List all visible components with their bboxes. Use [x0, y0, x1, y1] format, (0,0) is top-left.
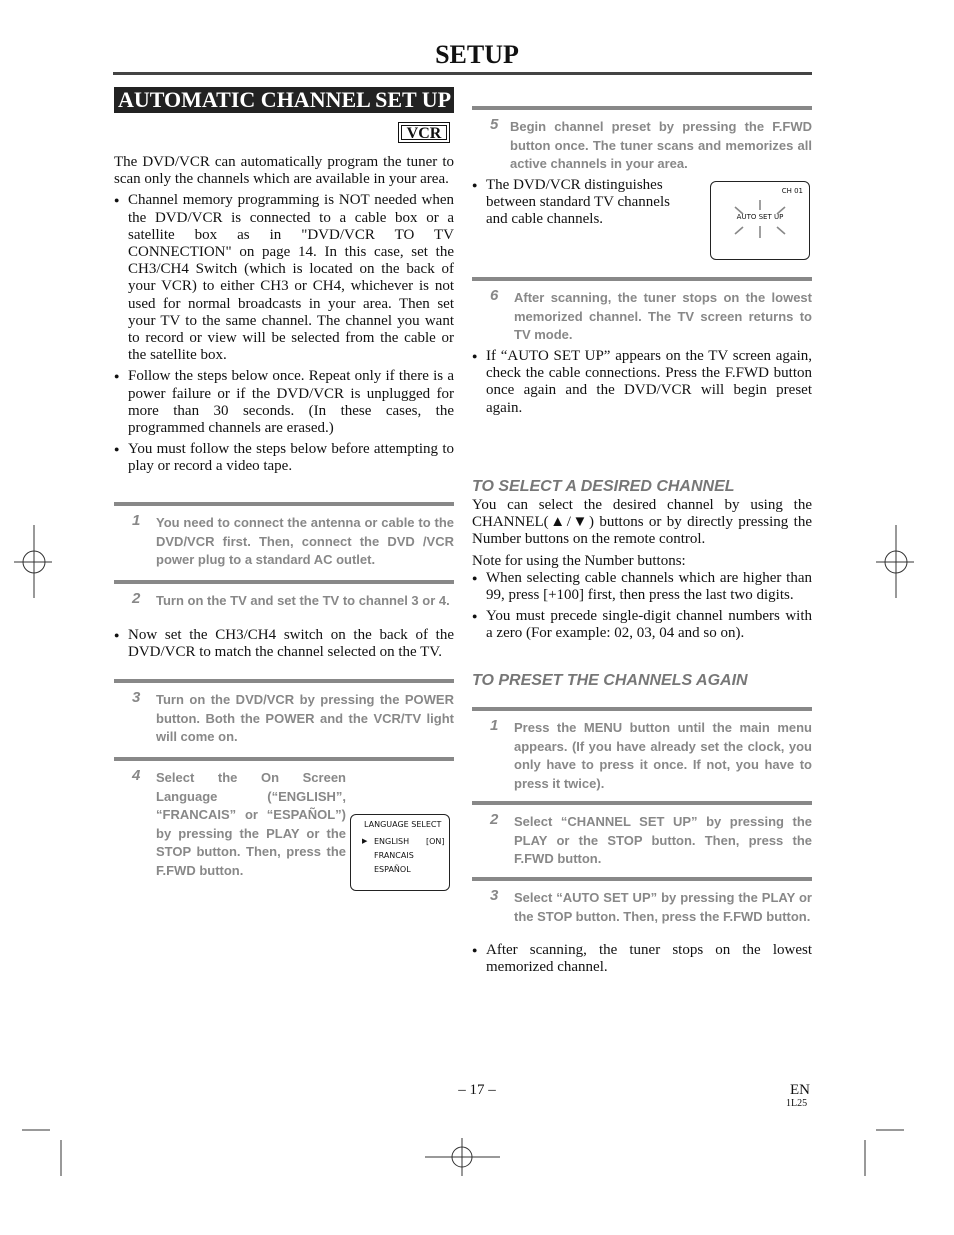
step-text: Turn on the DVD/VCR by pressing the POWER button. Both the POWER and the VCR/TV light will come on. [156, 692, 454, 744]
bullet-item: ● If “AUTO SET UP” appears on the TV screen again, check the cable connections. Press the F.FWD button once again and the DVD/VCR will begin preset again. [472, 348, 812, 417]
bullet-item: ● You must follow the steps below before attempting to play or record a video tape. [114, 441, 454, 475]
page-title: SETUP [435, 40, 519, 69]
number-note: Note for using the Number buttons: [472, 552, 686, 569]
intro-paragraph: The DVD/VCR can automatically program the tuner to scan only the channels which are available in your area. [114, 154, 454, 188]
step-number: 1 [132, 512, 141, 529]
step-number: 6 [490, 287, 499, 304]
vcr-badge: VCR [398, 122, 450, 143]
bullet-item: ● You must precede single-digit channel numbers with a zero (For example: 02, 03, 04 and so on). [472, 608, 812, 642]
select-channel-heading: TO SELECT A DESIRED CHANNEL [472, 478, 735, 495]
step-number: 1 [490, 717, 499, 734]
section-heading: AUTOMATIC CHANNEL SET UP [114, 87, 454, 113]
osd-item: ENGLISH [374, 837, 410, 846]
bullet-item: ● The DVD/VCR distinguishes between standard TV channels and cable channels. [472, 177, 690, 229]
osd-item: FRANCAIS [374, 851, 414, 860]
step-number: 2 [490, 811, 499, 828]
step-text: Select “CHANNEL SET UP” by pressing the PLAY or the STOP button. Then, press the F.FWD button. [514, 814, 812, 866]
model-code: 1L25 [786, 1098, 808, 1109]
bullet-item: ● When selecting cable channels which are higher than 99, press [+100] first, then press the last two digits. [472, 570, 812, 604]
bullet-item: ● Follow the steps below once. Repeat only if there is a power failure or if the DVD/VCR is unplugged for more than 30 seconds. (In these cases, the programmed channels are erased.) [114, 368, 454, 437]
registration-mark-left [14, 525, 52, 598]
osd-channel: CH 01 [781, 187, 803, 195]
registration-mark-bottom [425, 1138, 500, 1176]
bullet-item: ● Channel memory programming is NOT needed when the DVD/VCR is connected to a cable box or a satellite box as in "DVD/VCR TO TV CONNECTION" on page 14. In this case, set the CH3/CH4 Switch (which is located on the back of your VCR) to either CH3 or CH4, whichever is not used for normal broadcasts in your area. Then set your TV to the same channel. The channel you want to record or view will be selected from the cable or the satellite box. [114, 192, 454, 364]
step-text: After scanning, the tuner stops on the lowest memorized channel. The TV screen returns to TV mode. [514, 290, 812, 342]
step-text: Turn on the TV and set the TV to channel 3 or 4. [156, 593, 450, 608]
language-code: EN [790, 1082, 810, 1098]
preset-heading: TO PRESET THE CHANNELS AGAIN [472, 672, 748, 689]
step-number: 3 [132, 689, 141, 706]
step-number: 4 [132, 767, 141, 784]
bullet-item: ● After scanning, the tuner stops on the lowest memorized channel. [472, 942, 812, 976]
selection-arrow-icon: ▶ [362, 837, 368, 845]
step-number: 5 [490, 116, 499, 133]
step-text: You need to connect the antenna or cable to the DVD/VCR first. Then, connect the DVD /VCR power plug to a standard AC outlet. [156, 515, 454, 567]
step-text: Begin channel preset by pressing the F.FWD button once. The tuner scans and memorizes all active channels in your area. [510, 119, 812, 171]
registration-mark-right [876, 525, 914, 598]
osd-text: AUTO SET UP [736, 213, 784, 221]
page-number: – 17 – [458, 1082, 496, 1098]
step-text: Select “AUTO SET UP” by pressing the PLAY or the STOP button. Then, press the F.FWD button. [514, 890, 812, 924]
step-number: 3 [490, 887, 499, 904]
step-number: 2 [132, 590, 141, 607]
bullet-item: ● Now set the CH3/CH4 switch on the back of the DVD/VCR to match the channel selected on the TV. [114, 627, 454, 661]
select-paragraph: You can select the desired channel by using the CHANNEL(▲/▼) buttons or by directly pressing the Number buttons on the remote control. [472, 497, 812, 548]
osd-item: ESPAÑOL [374, 865, 411, 874]
osd-status: [ON] [426, 837, 445, 846]
step-text: Press the MENU button until the main menu appears. (If you have already set the clock, you only have to press it once. If not, you have to press it twice). [514, 720, 812, 791]
osd-title: LANGUAGE SELECT [364, 820, 442, 829]
step-text: Select the On Screen Language (“ENGLISH”, “FRANCAIS” or “ESPAÑOL”) by pressing the PLAY or the STOP button. Then, press the F.FWD button. [156, 770, 346, 878]
